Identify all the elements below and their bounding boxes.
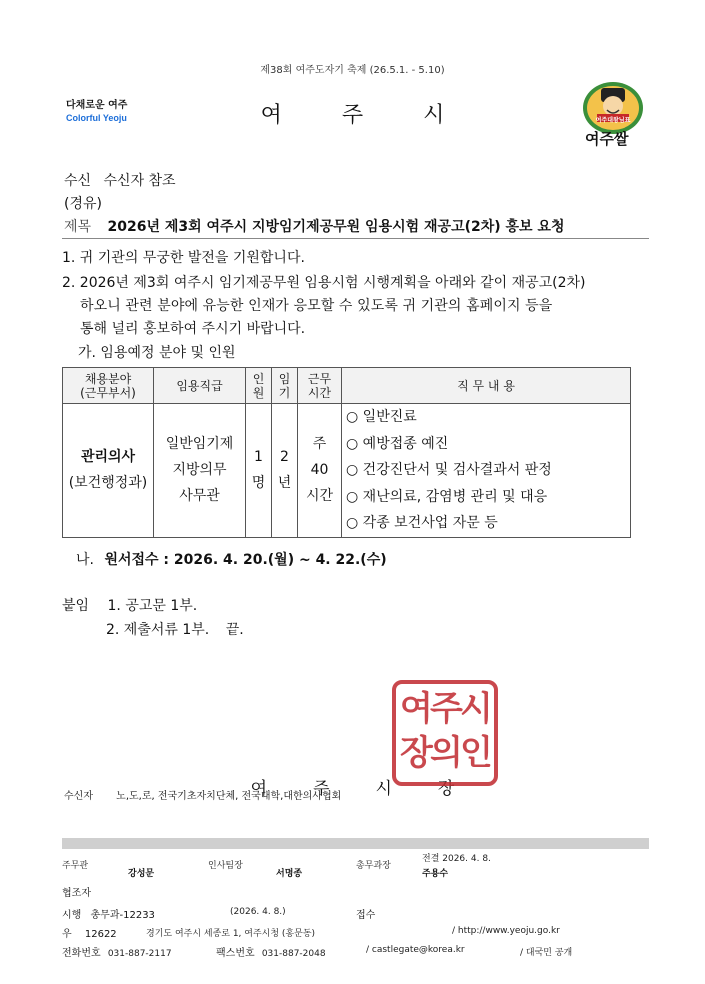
zip-line	[62, 925, 117, 940]
field-name: 관리의사	[80, 449, 136, 466]
festival-motto: 제38회 여주도자기 축제 (26.5.1. - 5.10)	[260, 65, 445, 76]
recipient-label: 수신	[64, 173, 92, 189]
field-dept: (보건행정과)	[68, 475, 148, 492]
table-row	[63, 404, 631, 538]
email-link[interactable]: / castlegate@korea.kr	[366, 945, 465, 955]
signer-name: 여주시장	[250, 779, 501, 799]
enforce-label: 시행	[62, 910, 82, 921]
attachment-label: 붙임	[62, 598, 90, 614]
paragraph-2-line1: 2. 2026년 제3회 여주시 임기제공무원 임용시험 시행계획을 아래와 같이 재공고(2차)	[62, 275, 586, 291]
cell-field	[63, 404, 154, 538]
address: 경기도 여주시 세종로 1, 여주시청 (홍문동)	[146, 929, 316, 939]
paragraph-1: 1. 귀 기관의 무궁한 발전을 기원합니다.	[62, 250, 305, 266]
header-grade: 임용직급	[154, 368, 246, 404]
enforce-line	[62, 906, 155, 921]
logo-right-banner: 여주대왕님표	[595, 117, 631, 124]
logo-left-line2: Colorful Yeoju	[66, 113, 127, 123]
disclosure-status: / 대국민 공개	[520, 948, 573, 958]
application-value: 원서접수 : 2026. 4. 20.(월) ~ 4. 22.(수)	[104, 552, 387, 568]
seal-char: 인	[460, 733, 493, 773]
duty-item: ○ 재난의료, 감염병 관리 및 대응	[346, 488, 548, 505]
enforce-value: 총무과-12233	[90, 910, 155, 921]
fax-label: 팩스번호	[216, 948, 255, 959]
subject-line	[64, 216, 565, 236]
paragraph-2-line2: 하오니 관련 분야에 유능한 인재가 응모할 수 있도록 귀 기관의 홈페이지 등을	[80, 298, 553, 314]
cell-count: 1 명	[246, 404, 272, 538]
subject-value: 2026년 제3회 여주시 지방임기제공무원 임용시험 재공고(2차) 홍보 요청	[107, 219, 565, 235]
seal-char: 여	[400, 689, 433, 729]
header-hours: 근무 시간	[298, 368, 342, 404]
approval-note: 전결 2026. 4. 8.	[422, 854, 491, 864]
logo-left-line1: 다채로운 여주	[66, 100, 128, 111]
homepage-link[interactable]: / http://www.yeoju.go.kr	[452, 926, 560, 936]
cooperator-label: 협조자	[62, 888, 91, 899]
cell-hours: 주 40 시간	[298, 404, 342, 538]
drafter-name: 강성문	[128, 869, 155, 879]
official-seal	[392, 680, 498, 786]
org-title: 여주시	[260, 103, 505, 128]
via-line: (경유)	[64, 196, 102, 212]
attachment-end: 끝.	[225, 622, 244, 638]
attachment-item-1: 1. 공고문 1부.	[107, 598, 198, 614]
enforce-date: (2026. 4. 8.)	[230, 907, 286, 917]
approver-name: 주용수	[422, 869, 449, 879]
drafter-role: 주무관	[62, 861, 89, 871]
seal-char: 시	[460, 689, 493, 729]
table-header-row	[63, 368, 631, 404]
cell-grade: 일반임기제 지방의무 사무관	[154, 404, 246, 538]
attachment-line-2	[106, 619, 244, 639]
header-count: 인 원	[246, 368, 272, 404]
seal-char: 장	[400, 733, 433, 773]
recipients-label: 수신자	[64, 791, 93, 802]
duty-item: ○ 건강진단서 및 검사결과서 판정	[346, 462, 552, 478]
phone-label: 전화번호	[62, 948, 101, 959]
seal-char: 의	[430, 733, 463, 773]
phone-line	[62, 944, 172, 959]
duty-item: ○ 일반진료	[346, 409, 417, 425]
attachment-item-2: 2. 제출서류 1부.	[106, 622, 210, 638]
reviewer-role: 인사팀장	[208, 861, 243, 871]
section-ga-heading: 가. 임용예정 분야 및 인원	[78, 345, 236, 361]
subject-divider	[62, 238, 649, 239]
zip-label: 우	[62, 929, 72, 940]
recipient-line	[64, 170, 176, 190]
fax-line	[216, 944, 326, 959]
logo-right-text: 여주쌀	[585, 130, 629, 148]
reviewer-name: 서명종	[276, 869, 303, 879]
zip-value: 12622	[84, 929, 117, 940]
application-label: 나.	[76, 552, 94, 568]
paragraph-2-line3: 통해 널리 홍보하여 주시기 바랍니다.	[80, 321, 306, 337]
recruitment-table	[62, 367, 631, 538]
duty-item: ○ 예방접종 예진	[346, 435, 449, 452]
receipt-label: 접수	[356, 910, 376, 921]
recipient-value: 수신자 참조	[103, 173, 176, 189]
recipients-line	[64, 787, 341, 802]
approver-role: 총무과장	[356, 861, 391, 871]
cell-term: 2 년	[272, 404, 298, 538]
header-duties: 직 무 내 용	[342, 368, 631, 404]
footer-divider	[62, 838, 649, 849]
fax-value: 031-887-2048	[261, 949, 326, 959]
header-field: 채용분야 (근무부서)	[63, 368, 154, 404]
recipients-value: 노,도,로, 전국기초자치단체, 전국대학,대한의사협회	[116, 791, 342, 802]
yeoju-rice-logo	[577, 80, 649, 148]
duty-item: ○ 각종 보건사업 자문 등	[346, 515, 498, 531]
header-term: 임 기	[272, 368, 298, 404]
cell-duties	[342, 404, 631, 538]
subject-label: 제목	[64, 219, 92, 235]
seal-char: 주	[430, 689, 463, 729]
attachment-line-1	[62, 595, 197, 615]
phone-value: 031-887-2117	[107, 949, 172, 959]
application-period	[76, 549, 387, 569]
